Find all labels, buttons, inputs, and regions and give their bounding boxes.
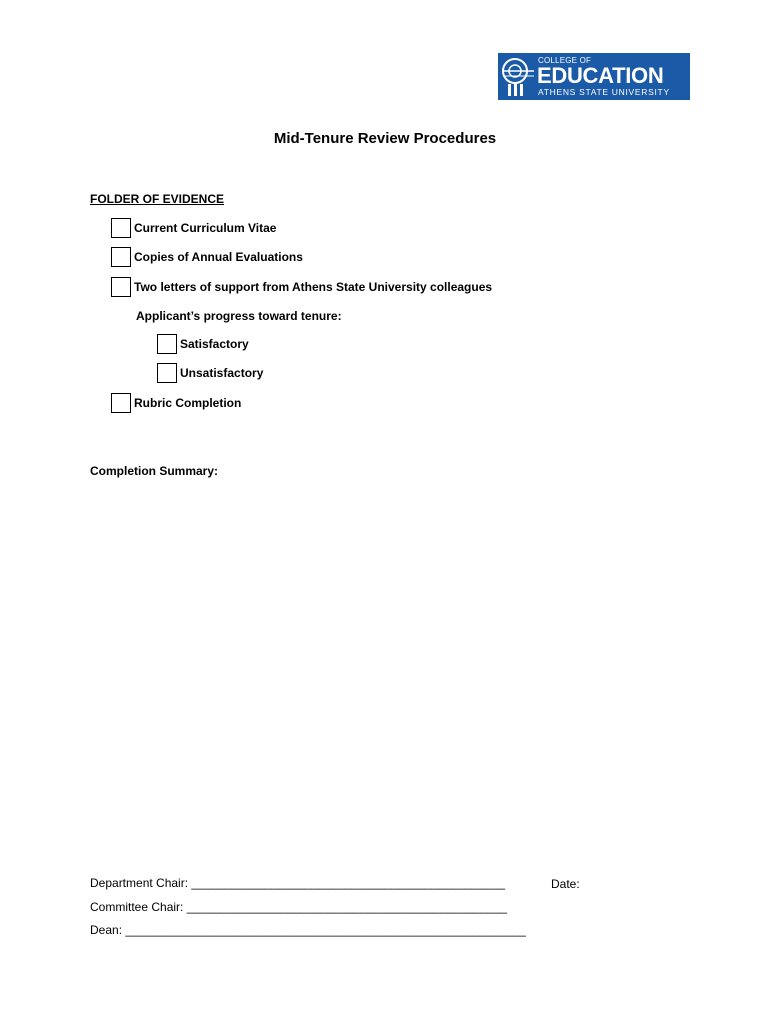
logo-line-3: ATHENS STATE UNIVERSITY [538, 87, 670, 97]
progress-option-label: Unsatisfactory [180, 366, 264, 380]
page-title: Mid-Tenure Review Procedures [273, 130, 497, 147]
progress-option-label: Satisfactory [180, 337, 249, 351]
checkbox[interactable] [111, 393, 131, 413]
checklist-item-label: Rubric Completion [134, 396, 242, 410]
checklist-item-label: Copies of Annual Evaluations [134, 250, 303, 264]
folder-heading: FOLDER OF EVIDENCE [90, 192, 225, 206]
department-chair-signature-line[interactable]: Department Chair: _______________________________________________ [90, 876, 506, 890]
progress-option-unsatisfactory[interactable] [157, 362, 263, 384]
checkbox[interactable] [111, 218, 131, 238]
column-seal-icon [500, 56, 534, 98]
checklist-item-label: Current Curriculum Vitae [134, 221, 277, 235]
checklist-item-evaluations[interactable] [111, 246, 303, 268]
logo-line-2: EDUCATION [537, 63, 664, 88]
dean-signature-line[interactable]: Dean: ____________________________________________________________ [90, 923, 526, 937]
checklist-item-label: Two letters of support from Athens State University colleagues [134, 280, 493, 294]
checkbox[interactable] [111, 247, 131, 267]
checklist-item-rubric[interactable] [111, 392, 241, 414]
checkbox[interactable] [157, 363, 177, 383]
checklist-item-cv[interactable] [111, 217, 276, 239]
completion-summary-label: Completion Summary: [90, 464, 219, 478]
progress-option-satisfactory[interactable] [157, 333, 249, 355]
logo-line-1: COLLEGE OF [538, 56, 592, 65]
checklist-item-letters[interactable] [111, 276, 492, 298]
checkbox[interactable] [111, 277, 131, 297]
date-label: Date: [551, 877, 580, 891]
progress-label: Applicant’s progress toward tenure: [136, 309, 342, 323]
committee-chair-signature-line[interactable]: Committee Chair: ________________________________________________ [90, 900, 508, 914]
checkbox[interactable] [157, 334, 177, 354]
college-logo [498, 53, 690, 100]
